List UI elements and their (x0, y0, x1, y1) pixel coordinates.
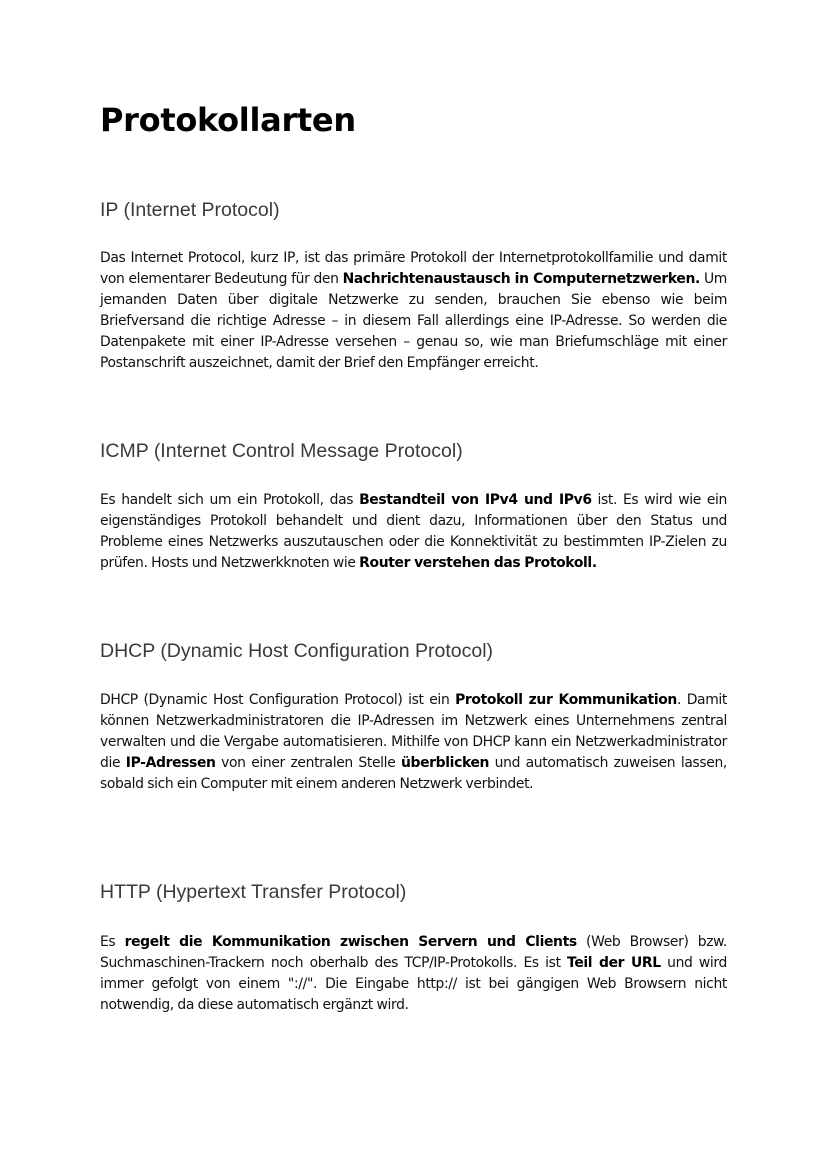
section-heading-http: HTTP (Hypertext Transfer Protocol) (100, 881, 407, 903)
text-run: Es handelt sich um ein Protokoll, das (100, 492, 360, 508)
section-paragraph-icmp (100, 490, 727, 574)
bold-text-run: Bestandteil von IPv4 und IPv6 (359, 492, 592, 508)
bold-text-run: überblicken (400, 755, 490, 771)
section-paragraph-http (100, 932, 727, 1016)
bold-text-run: Teil der URL (567, 955, 661, 971)
page-title: Protokollarten (100, 101, 356, 139)
section-heading-icmp: ICMP (Internet Control Message Protocol) (100, 440, 463, 462)
bold-text-run: Protokoll zur Kommunikation (455, 692, 677, 708)
section-paragraph-ip (100, 248, 727, 374)
bold-text-run: Router verstehen das Protokoll. (359, 555, 597, 571)
section-heading-dhcp: DHCP (Dynamic Host Configuration Protocol) (100, 640, 494, 662)
text-run: Das Internet Protocol, kurz IP, ist das primäre Protokoll der Internetprotokollfamilie und damit von elementarer Bedeutung für den (100, 250, 727, 287)
text-run: Um jemanden Daten über digitale Netzwerke zu senden, brauchen Sie ebenso wie beim Briefversand die richtige Adresse – in diesem Fall allerdings eine IP-Adresse. So werden die Datenpakete mit einer IP-Adresse versehen – genau so, wie man Briefumschläge mit einer Postanschrift auszeichnet, damit der Brief den Empfänger erreicht. (100, 271, 727, 371)
section-heading-ip: IP (Internet Protocol) (100, 199, 280, 221)
bold-text-run: regelt die Kommunikation zwischen Servern und Clients (124, 934, 577, 950)
text-run: von einer zentralen Stelle (215, 755, 401, 771)
section-paragraph-dhcp (100, 690, 727, 795)
text-run: und wird immer gefolgt von einem "://". Die Eingabe http:// ist bei gängigen Web Browsern nicht notwendig, da diese automatisch ergänzt wird. (100, 955, 727, 1013)
text-run: (Web Browser) bzw. Suchmaschinen-Trackern noch oberhalb des TCP/IP-Protokolls. Es ist (100, 934, 727, 971)
text-run: und automatisch zuweisen lassen, sobald sich ein Computer mit einem anderen Netzwerk verbindet. (100, 755, 727, 792)
text-run: Es (100, 934, 125, 950)
bold-text-run: Nachrichtenaustausch in Computernetzwerken. (342, 271, 700, 287)
text-run: . Damit können Netzwerkadministratoren die IP-Adressen im Netzwerk eines Unternehmens zentral verwalten und die Vergabe automatisieren. Mithilfe von DHCP kann ein Netzwerkadministrator die (100, 692, 727, 771)
bold-text-run: IP-Adressen (125, 755, 216, 771)
text-run: DHCP (Dynamic Host Configuration Protocol) ist ein (100, 692, 456, 708)
text-run: ist. Es wird wie ein eigenständiges Protokoll behandelt und dient dazu, Informationen über den Status und Probleme eines Netzwerks auszutauschen oder die Konnektivität zu bestimmten IP-Zielen zu prüfen. Hosts und Netzwerkknoten wie (100, 492, 727, 571)
